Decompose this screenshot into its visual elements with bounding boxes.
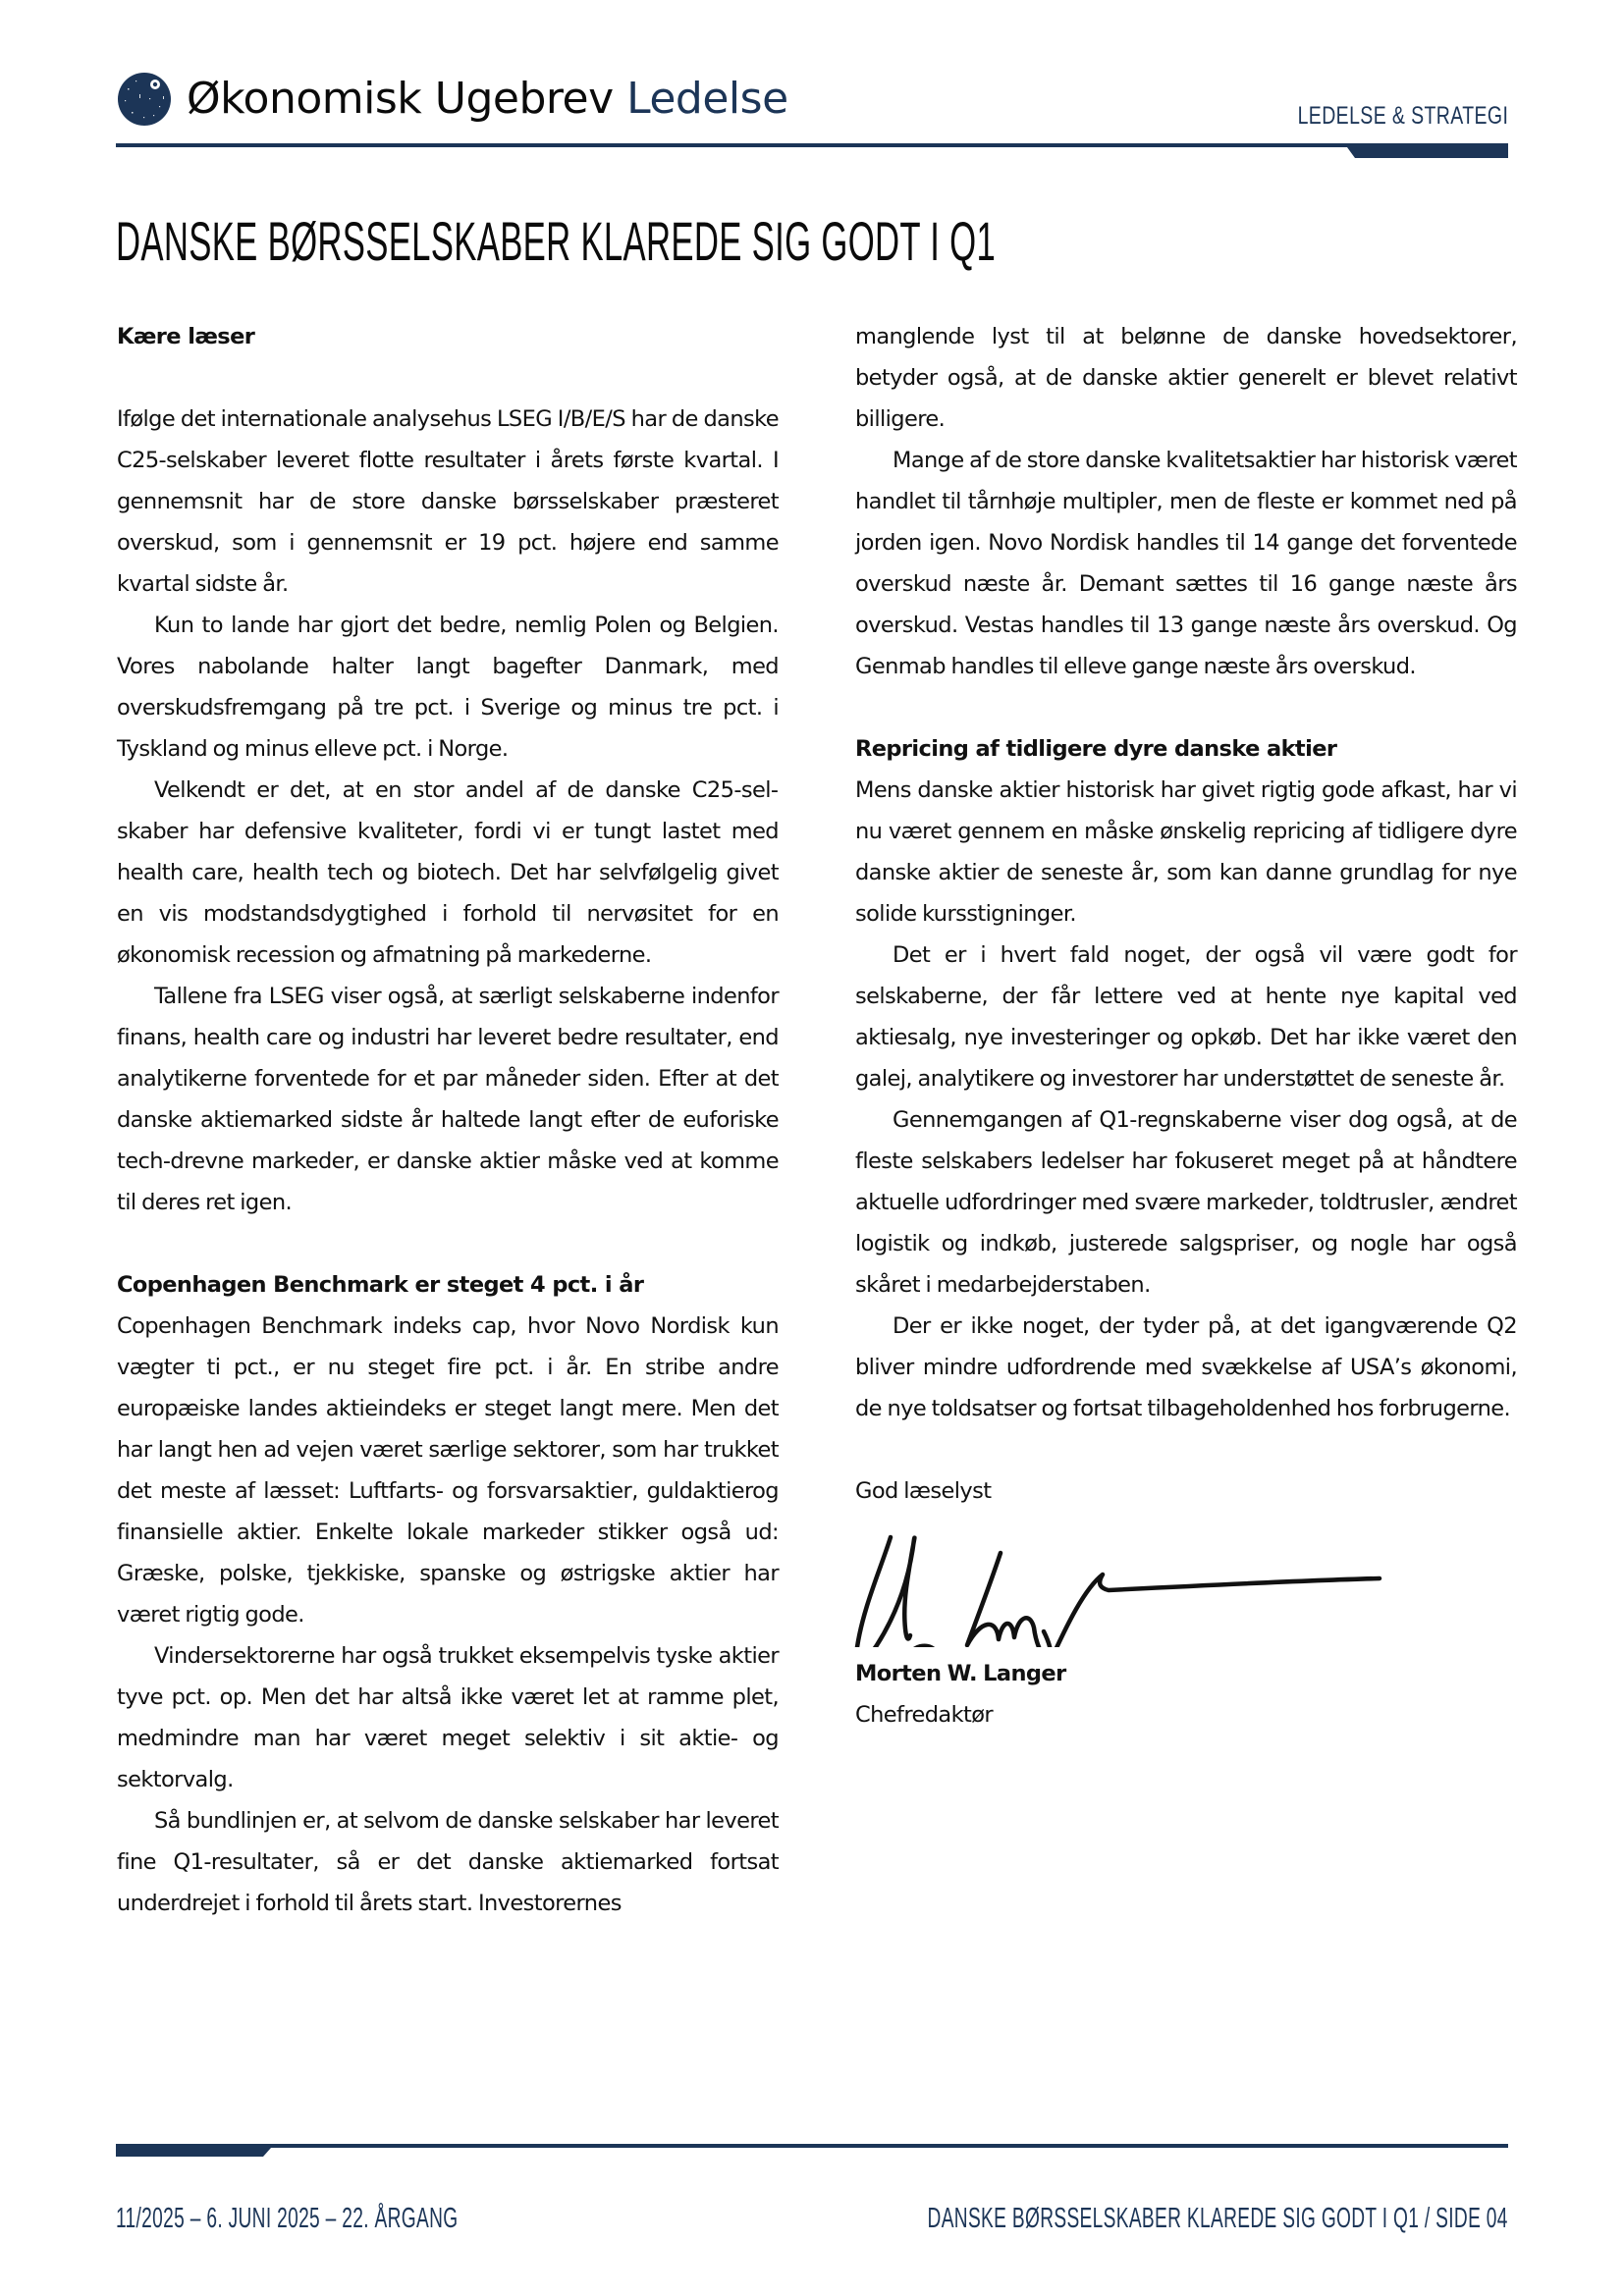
signoff: God læselyst <box>855 1478 992 1504</box>
author-name: Morten W. Langer <box>855 1661 1066 1686</box>
issue-info: 11/2025 – 6. JUNI 2025 – 22. ÅRGANG <box>116 2203 459 2234</box>
paragraph: Kun to lande har gjort det bedre, nemlig Polen og Belgien. Vores nabolande halter langt bagefter Danmark, med overskudsfremgang på tre pct. i Sverige og minus tre pct. i Tyskland og minus elleve pct. i Norge. <box>117 613 779 762</box>
publication-brand <box>187 74 788 124</box>
spacer <box>855 687 1517 728</box>
running-title-page-number: DANSKE BØRSSELSKABER KLAREDE SIG GODT I Q1 / SIDE 04 <box>927 2203 1508 2234</box>
spacer <box>855 1429 1517 1470</box>
paragraph: Så bundlinjen er, at selvom de danske selskaber har leveret fine Q1-resultater, så er det danske aktiemarked fortsat underdrejet i forhold til årets start. Investorernes <box>117 1808 779 1916</box>
paragraph: Tallene fra LSEG viser også, at særligt selskaberne indenfor finans, health care og industri har leveret bedre resultater, end analytikerne forventede for et par måneder siden. Efter at det danske aktiemarked sidste år haltede langt efter de euforiske tech-drevne markeder, er danske aktier måske ved at komme til deres ret igen. <box>117 984 779 1215</box>
paragraph: Gennemgangen af Q1-regnskaberne viser dog også, at de fleste selskabers ledelser har fokuseret meget på at håndtere aktuelle udfordringer med svære markeder, toldtrusler, ændret logistik og indkøb, justerede salgspriser, og nogle har også skåret i medarbejderstaben. <box>855 1107 1517 1298</box>
article-column-left <box>117 316 779 1924</box>
salutation: Kære læser <box>117 324 255 349</box>
author-title: Chefredaktør <box>855 1702 994 1728</box>
paragraph: Mange af de store danske kvalitetsaktier har historisk været handlet til tårnhøje multipler, men de fleste er kommet ned på jorden igen. Novo Nordisk handles til 14 gange det forventede overskud næste år. Demant sættes til 16 gange næste års overskud. Vestas handles til 13 gange næste års overskud. Og Genmab handles til elleve gange næste års overskud. <box>855 448 1517 679</box>
paragraph: manglende lyst til at belønne de danske hovedsektorer, betyder også, at de danske aktier generelt er blevet relativt billigere. <box>855 324 1517 432</box>
paragraph: Velkendt er det, at en stor andel af de danske C25-selskaber har defensive kvaliteter, fordi vi er tungt lastet med health care, health tech og biotech. Det har selvfølgelig givet en vis modstandsdygtighed i forhold til nervøsitet for en økonomisk recession og afmatning på markederne. <box>117 777 779 968</box>
paragraph: Vindersektorerne har også trukket eksempelvis tyske aktier tyve pct. op. Men det har altså ikke været let at ramme plet, medmindre man har været meget selektiv i sit aktie- og sektorvalg. <box>117 1643 779 1792</box>
masthead <box>116 65 788 133</box>
footer-divider <box>116 2144 1508 2158</box>
paragraph: Der er ikke noget, der tyder på, at det igangværende Q2 bliver mindre udfordrende med svækkelse af USA’s økonomi, de nye toldsatser og fortsat tilbageholdenhed hos forbrugerne. <box>855 1313 1517 1421</box>
article-column-right <box>855 316 1517 1735</box>
article-title: DANSKE BØRSSELSKABER KLAREDE SIG GODT I Q1 <box>116 210 997 272</box>
signature-icon <box>851 1529 1480 1647</box>
section-label: LEDELSE & STRATEGI <box>1297 102 1508 130</box>
spacer <box>117 1223 779 1264</box>
section-heading: Copenhagen Benchmark er steget 4 pct. i år <box>117 1272 644 1298</box>
brand-name: Økonomisk Ugebrev <box>187 74 614 124</box>
paragraph: Ifølge det internationale analysehus LSEG I/B/E/S har de danske C25-selskaber leveret flotte resultater i årets første kvartal. I gennemsnit har de store danske børsselskaber præsteret overskud, som i gennemsnit er 19 pct. højere end samme kvartal sidste år. <box>117 406 779 597</box>
spacer <box>117 357 779 399</box>
section-heading: Repricing af tidligere dyre danske aktier <box>855 736 1337 762</box>
globe-icon <box>116 71 173 128</box>
paragraph: Copenhagen Benchmark indeks cap, hvor Novo Nordisk kun vægter ti pct., er nu steget fire pct. i år. En stribe andre europæiske landes aktieindeks er steget langt mere. Men det har langt hen ad vejen været særlige sektorer, som har trukket det meste af læsset: Luftfarts- og forsvarsaktier, guldaktierog finansielle aktier. Enkelte lokale markeder stikker også ud: Græske, polske, tjekkiske, spanske og østrigske aktier har været rigtig gode. <box>117 1313 779 1628</box>
paragraph: Mens danske aktier historisk har givet rigtig gode afkast, har vi nu været gennem en måske ønskelig repricing af tidligere dyre danske aktier de seneste år, som kan danne grundlag for nye solide kursstigninger. <box>855 777 1517 927</box>
header-divider <box>116 143 1508 159</box>
brand-subbrand: Ledelse <box>626 74 788 124</box>
paragraph: Det er i hvert fald noget, der også vil være godt for selskaberne, der får lettere ved at hente nye kapital ved aktiesalg, nye investeringer og opkøb. Det har ikke været den galej, analytikere og investorer har understøttet de seneste år. <box>855 942 1517 1092</box>
